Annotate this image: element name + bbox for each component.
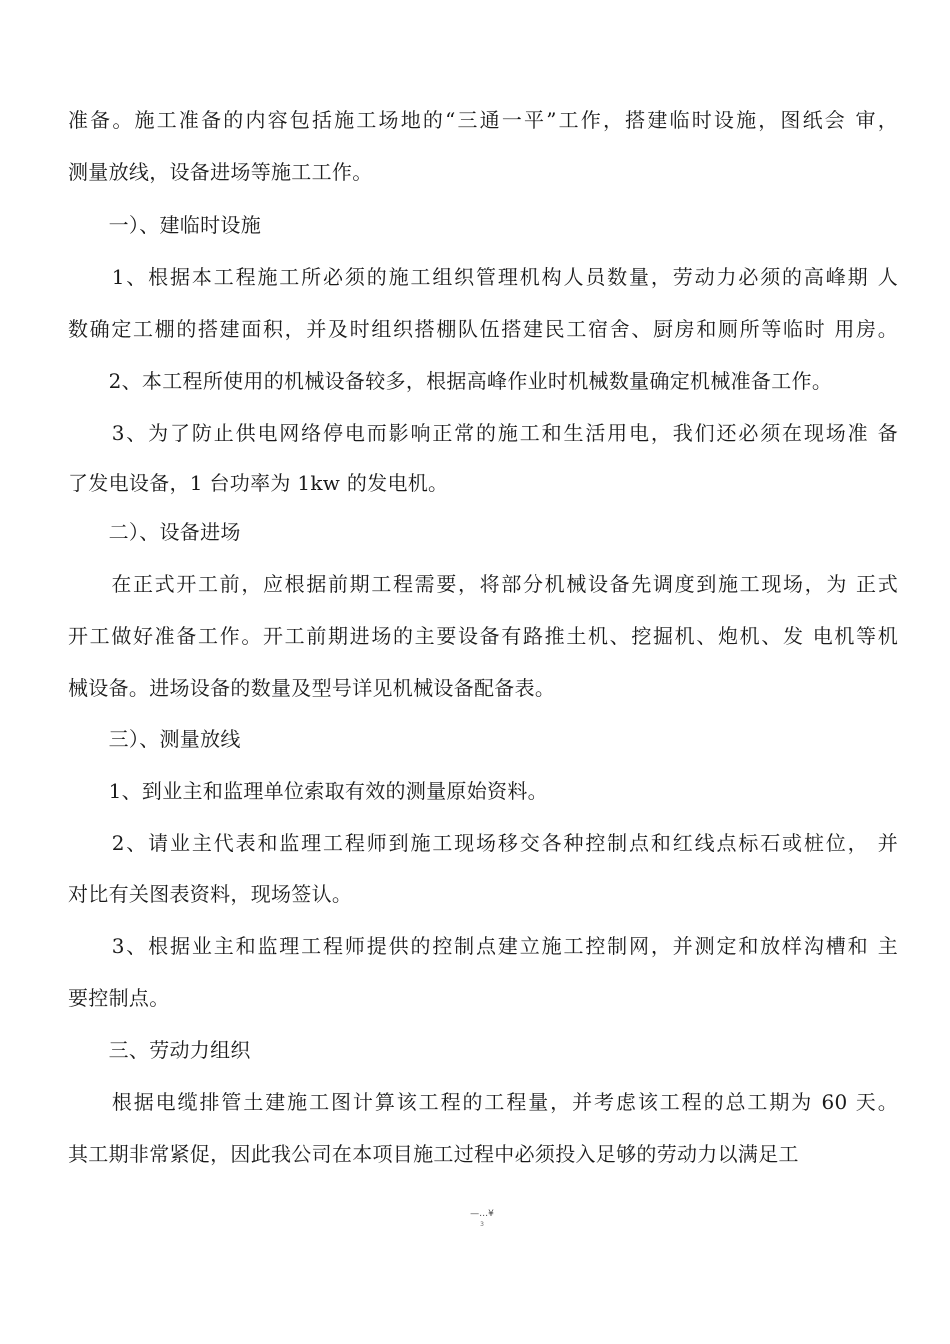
text-line: 对比有关图表资料，现场签认。	[68, 882, 353, 906]
text-line: 3、为了防止供电网络停电而影响正常的施工和生活用电，我们还必须在现场准 备	[68, 421, 898, 445]
text-line: 数确定工棚的搭建面积，并及时组织搭棚队伍搭建民工宿舍、厨房和厕所等临时 用房。	[68, 317, 898, 341]
section-heading: 二）、设备进场	[68, 520, 241, 544]
text-line: 2、本工程所使用的机械设备较多，根据高峰作业时机械数量确定机械准备工作。	[68, 369, 833, 393]
text-line: 要控制点。	[68, 986, 170, 1010]
section-heading: 三、劳动力组织	[68, 1038, 251, 1062]
text-line: 根据电缆排管土建施工图计算该工程的工程量，并考虑该工程的总工期为 60 天。	[68, 1090, 898, 1114]
text-line: 3、根据业主和监理工程师提供的控制点建立施工控制网，并测定和放样沟槽和 主	[68, 934, 898, 958]
text-line: 在正式开工前，应根据前期工程需要，将部分机械设备先调度到施工现场，为 正式	[68, 572, 898, 596]
text-line: 准备。施工准备的内容包括施工场地的“三通一平”工作，搭建临时设施，图纸会 审，	[68, 108, 898, 132]
text-line: 测量放线，设备进场等施工工作。	[68, 160, 373, 184]
text-line: 1、根据本工程施工所必须的施工组织管理机构人员数量，劳动力必须的高峰期 人	[68, 265, 898, 289]
text-line: 1、到业主和监理单位索取有效的测量原始资料。	[68, 779, 548, 803]
text-line: 了发电设备，1 台功率为 1kw 的发电机。	[68, 471, 449, 495]
section-heading: 一）、建临时设施	[68, 213, 261, 237]
text-line: 械设备。进场设备的数量及型号详见机械设备配备表。	[68, 676, 556, 700]
text-line: 开工做好准备工作。开工前期进场的主要设备有路推土机、挖掘机、炮机、发 电机等机	[68, 624, 898, 648]
text-line: 2、请业主代表和监理工程师到施工现场移交各种控制点和红线点标石或桩位， 并	[68, 831, 898, 855]
footer-mark: —…¥	[470, 1209, 494, 1219]
text-line: 其工期非常紧促，因此我公司在本项目施工过程中必须投入足够的劳动力以满足工	[68, 1142, 799, 1166]
page-number: 3	[480, 1221, 484, 1228]
section-heading: 三）、测量放线	[68, 727, 241, 751]
